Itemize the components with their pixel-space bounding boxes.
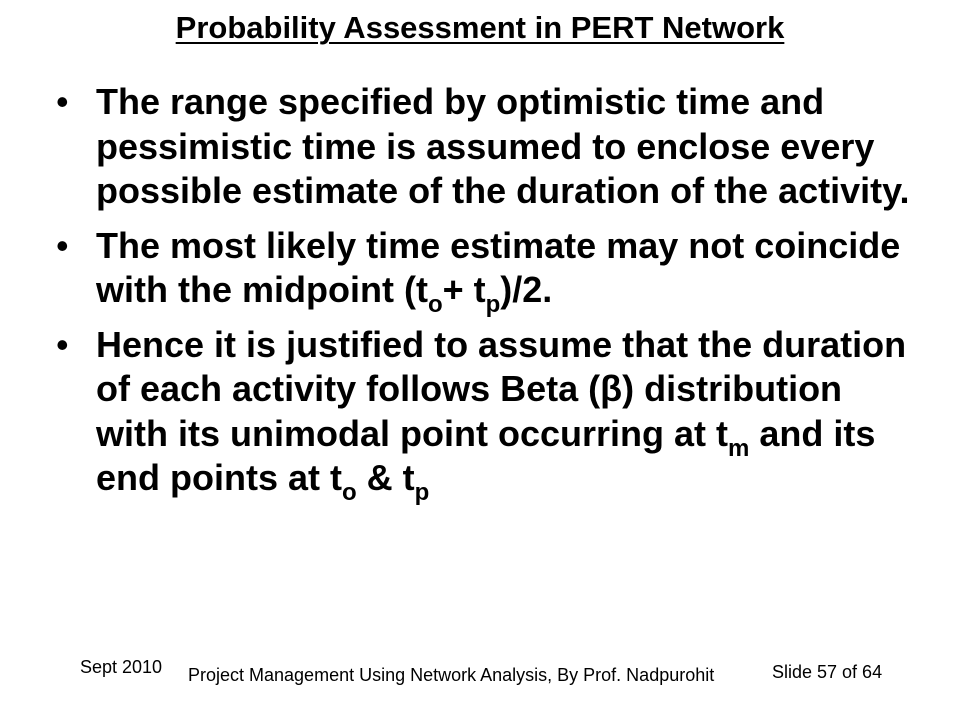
text-run: )/2. xyxy=(500,269,553,310)
subscript: o xyxy=(427,291,443,318)
subscript: m xyxy=(728,434,750,462)
bullet-marker: • xyxy=(56,323,69,365)
bullet-text xyxy=(96,224,901,318)
text-run: The most likely time estimate may not coincide with the midpoint (t xyxy=(96,224,901,310)
subscript: p xyxy=(485,291,501,318)
footer-date: Sept 2010 xyxy=(80,657,163,677)
footer-course: Project Management Using Network Analysis, By Prof. Nadpurohit xyxy=(188,665,715,685)
subscript: o xyxy=(342,479,357,506)
bullet-item-3 xyxy=(56,323,916,506)
bullet-marker: • xyxy=(56,81,69,122)
bullet-marker: • xyxy=(56,224,69,266)
bullet-item-1 xyxy=(56,80,916,214)
text-run: Hence it is justified to assume that the duration of each activity follows Beta (β) distribution with its unimodal point occurring at t xyxy=(96,323,907,454)
bullet-text: The range specified by optimistic time and pessimistic time is assumed to enclose every possible estimate of the duration of the activity. xyxy=(96,81,910,211)
text-run: & t xyxy=(356,457,415,498)
subscript: p xyxy=(414,479,430,506)
bullet-text xyxy=(96,323,907,506)
text-run: and its end points at t xyxy=(96,412,876,498)
slide-title: Probability Assessment in PERT Network xyxy=(175,10,785,45)
bullet-list xyxy=(56,80,916,511)
bullet-item-2 xyxy=(56,224,916,318)
text-run: + t xyxy=(442,269,486,310)
footer-slide-number: Slide 57 of 64 xyxy=(772,662,883,682)
